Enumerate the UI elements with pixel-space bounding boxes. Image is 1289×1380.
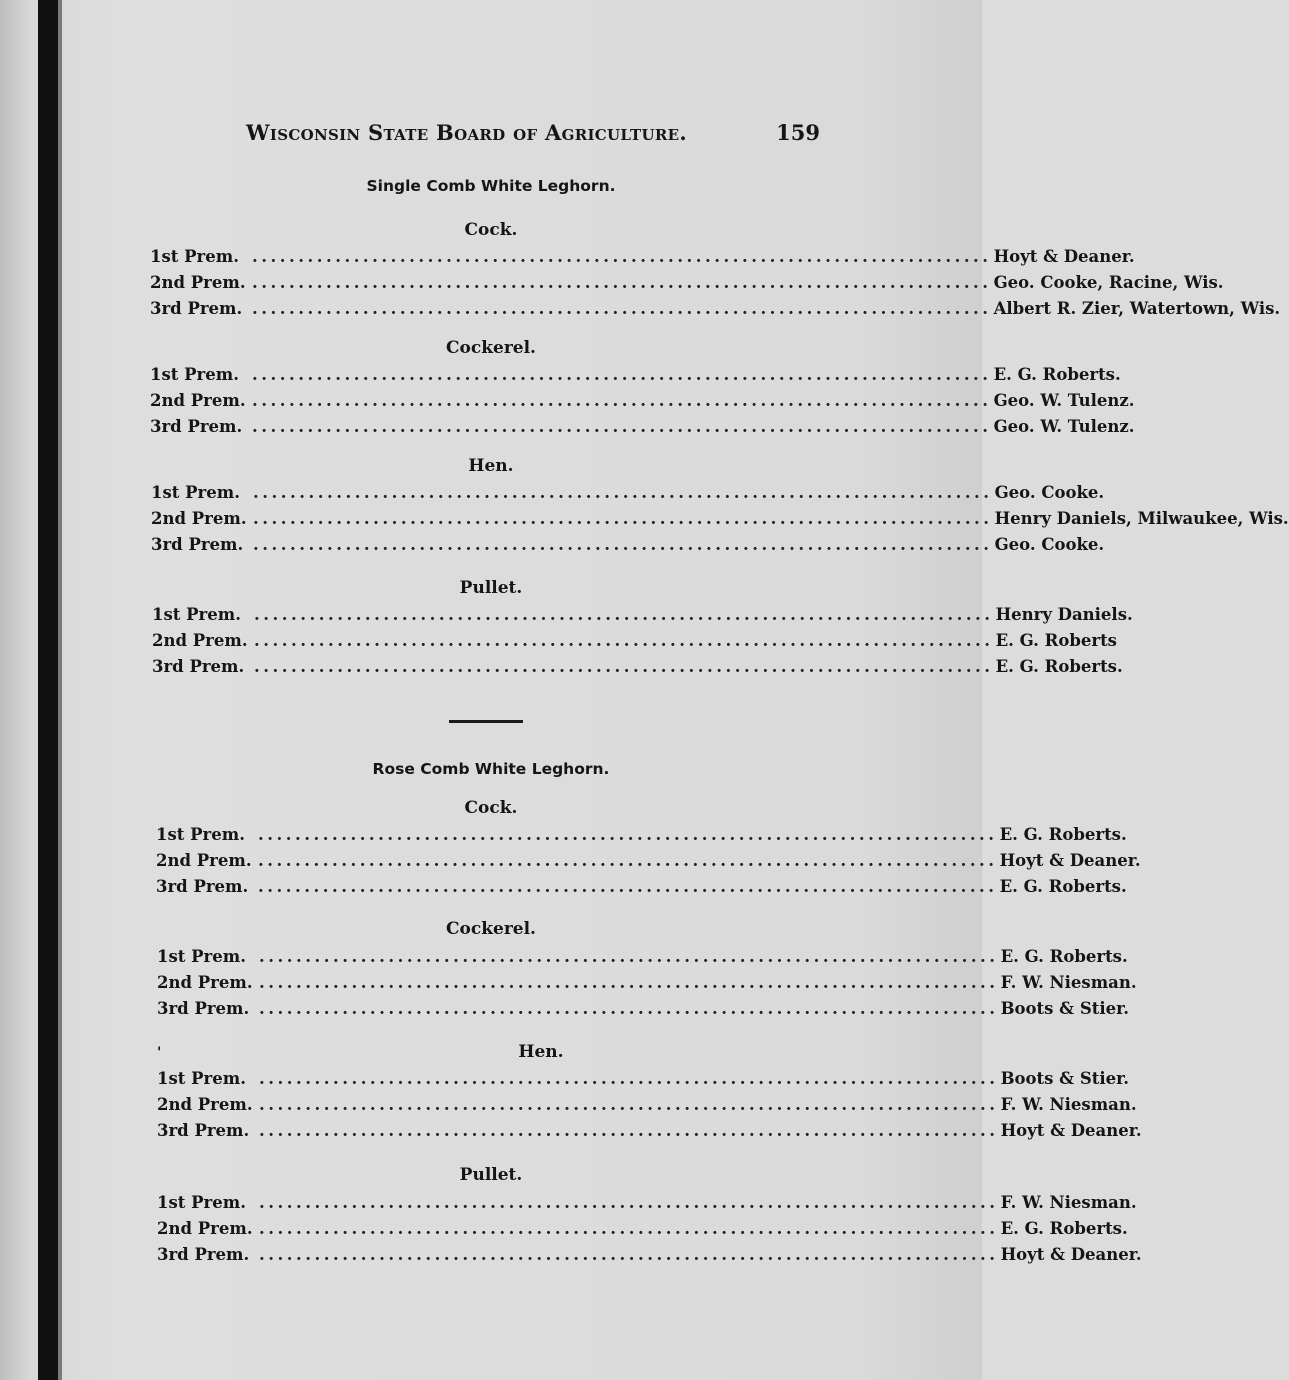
premium-row [152, 631, 1117, 655]
winner-name: Boots & Stier. [1000, 1069, 1130, 1088]
page-number: 159 [776, 120, 820, 145]
winner-name: Hoyt & Deaner. [999, 851, 1141, 870]
header-title: Wisconsin State Board of Agriculture. [246, 120, 687, 145]
winner-name: Albert R. Zier, Watertown, Wis. [993, 299, 1281, 318]
premium-label: 1st Prem. [156, 825, 245, 844]
winner-name: Hoyt & Deaner. [1000, 1121, 1142, 1140]
dot-leader: ................................................................................ [253, 509, 993, 528]
category-title: Cockerel. [446, 919, 536, 939]
dot-leader: ................................................................................ [252, 273, 992, 292]
premium-label: 2nd Prem. [157, 973, 253, 992]
winner-name: E. G. Roberts. [1000, 1219, 1128, 1238]
dot-leader: ................................................................................ [259, 999, 999, 1018]
dot-leader: ................................................................................ [258, 877, 998, 896]
winner-name: Geo. Cooke. [994, 535, 1105, 554]
dot-leader: ................................................................................ [259, 1219, 999, 1238]
winner-name: F. W. Niesman. [1000, 1095, 1137, 1114]
stray-mark: ' [157, 1045, 162, 1061]
premium-label: 2nd Prem. [150, 391, 246, 410]
premium-label: 1st Prem. [157, 947, 246, 966]
winner-name: E. G. Roberts. [993, 365, 1121, 384]
dot-leader: ................................................................................ [253, 483, 993, 502]
premium-label: 1st Prem. [152, 605, 241, 624]
premium-row [157, 1121, 1142, 1145]
premium-label: 3rd Prem. [152, 657, 245, 676]
premium-label: 1st Prem. [151, 483, 240, 502]
premium-label: 1st Prem. [157, 1069, 246, 1088]
premium-label: 3rd Prem. [157, 1245, 250, 1264]
section-divider [449, 720, 523, 723]
dot-leader: ................................................................................ [259, 1069, 999, 1088]
dot-leader: ................................................................................ [259, 1193, 999, 1212]
dot-leader: ................................................................................ [259, 947, 999, 966]
premium-label: 2nd Prem. [157, 1219, 253, 1238]
premium-label: 2nd Prem. [156, 851, 252, 870]
premium-row [151, 535, 1105, 559]
section-title: Rose Comb White Leghorn. [372, 760, 610, 778]
premium-label: 2nd Prem. [151, 509, 247, 528]
dot-leader: ................................................................................ [252, 365, 992, 384]
premium-label: 1st Prem. [150, 365, 239, 384]
premium-row [152, 605, 1133, 629]
premium-row [157, 1245, 1142, 1269]
category-title: Cockerel. [446, 338, 536, 358]
premium-label: 3rd Prem. [157, 999, 250, 1018]
premium-row [152, 657, 1123, 681]
winner-name: E. G. Roberts. [995, 657, 1123, 676]
winner-name: E. G. Roberts. [999, 877, 1127, 896]
premium-row [150, 365, 1121, 389]
dot-leader: ................................................................................ [254, 657, 994, 676]
premium-label: 2nd Prem. [152, 631, 248, 650]
category-title: Cock. [464, 798, 518, 818]
winner-name: Henry Daniels. [995, 605, 1133, 624]
premium-label: 3rd Prem. [157, 1121, 250, 1140]
premium-row [156, 877, 1127, 901]
premium-label: 3rd Prem. [151, 535, 244, 554]
premium-label: 3rd Prem. [150, 299, 243, 318]
premium-row [156, 825, 1127, 849]
winner-name: E. G. Roberts. [1000, 947, 1128, 966]
section-title: Single Comb White Leghorn. [366, 177, 616, 195]
winner-name: Hoyt & Deaner. [993, 247, 1135, 266]
winner-name: Geo. W. Tulenz. [993, 391, 1135, 410]
winner-name: Geo. Cooke. [994, 483, 1105, 502]
winner-name: F. W. Niesman. [1000, 973, 1137, 992]
category-title: Cock. [464, 220, 518, 240]
premium-row [150, 417, 1135, 441]
premium-row [157, 1193, 1137, 1217]
dot-leader: ................................................................................ [259, 1095, 999, 1114]
dot-leader: ................................................................................ [258, 825, 998, 844]
premium-row [150, 299, 1281, 323]
premium-row [157, 1219, 1128, 1243]
category-title: Hen. [468, 456, 514, 476]
dot-leader: ................................................................................ [259, 1121, 999, 1140]
premium-row [157, 1069, 1130, 1093]
premium-row [157, 1095, 1137, 1119]
category-title: Pullet. [459, 578, 523, 598]
dot-leader: ................................................................................ [252, 417, 992, 436]
premium-row [151, 509, 1289, 533]
dot-leader: ................................................................................ [259, 973, 999, 992]
premium-row [157, 947, 1128, 971]
winner-name: Hoyt & Deaner. [1000, 1245, 1142, 1264]
premium-row [156, 851, 1141, 875]
dot-leader: ................................................................................ [259, 1245, 999, 1264]
category-title: Hen. [518, 1042, 564, 1062]
premium-row [150, 273, 1224, 297]
dot-leader: ................................................................................ [252, 247, 992, 266]
winner-name: E. G. Roberts [995, 631, 1117, 650]
dot-leader: ................................................................................ [254, 631, 994, 650]
dot-leader: ................................................................................ [252, 299, 992, 318]
premium-label: 3rd Prem. [150, 417, 243, 436]
winner-name: Geo. Cooke, Racine, Wis. [993, 273, 1224, 292]
premium-row [157, 999, 1130, 1023]
dot-leader: ................................................................................ [252, 391, 992, 410]
winner-name: Henry Daniels, Milwaukee, Wis. [994, 509, 1289, 528]
premium-label: 2nd Prem. [157, 1095, 253, 1114]
premium-row [151, 483, 1105, 507]
premium-row [157, 973, 1137, 997]
category-title: Pullet. [459, 1165, 523, 1185]
premium-label: 3rd Prem. [156, 877, 249, 896]
winner-name: Geo. W. Tulenz. [993, 417, 1135, 436]
running-header [240, 120, 820, 150]
winner-name: Boots & Stier. [1000, 999, 1130, 1018]
premium-row [150, 247, 1135, 271]
dot-leader: ................................................................................ [253, 535, 993, 554]
premium-label: 1st Prem. [150, 247, 239, 266]
premium-label: 1st Prem. [157, 1193, 246, 1212]
premium-row [150, 391, 1135, 415]
premium-label: 2nd Prem. [150, 273, 246, 292]
winner-name: E. G. Roberts. [999, 825, 1127, 844]
dot-leader: ................................................................................ [254, 605, 994, 624]
dot-leader: ................................................................................ [258, 851, 998, 870]
winner-name: F. W. Niesman. [1000, 1193, 1137, 1212]
